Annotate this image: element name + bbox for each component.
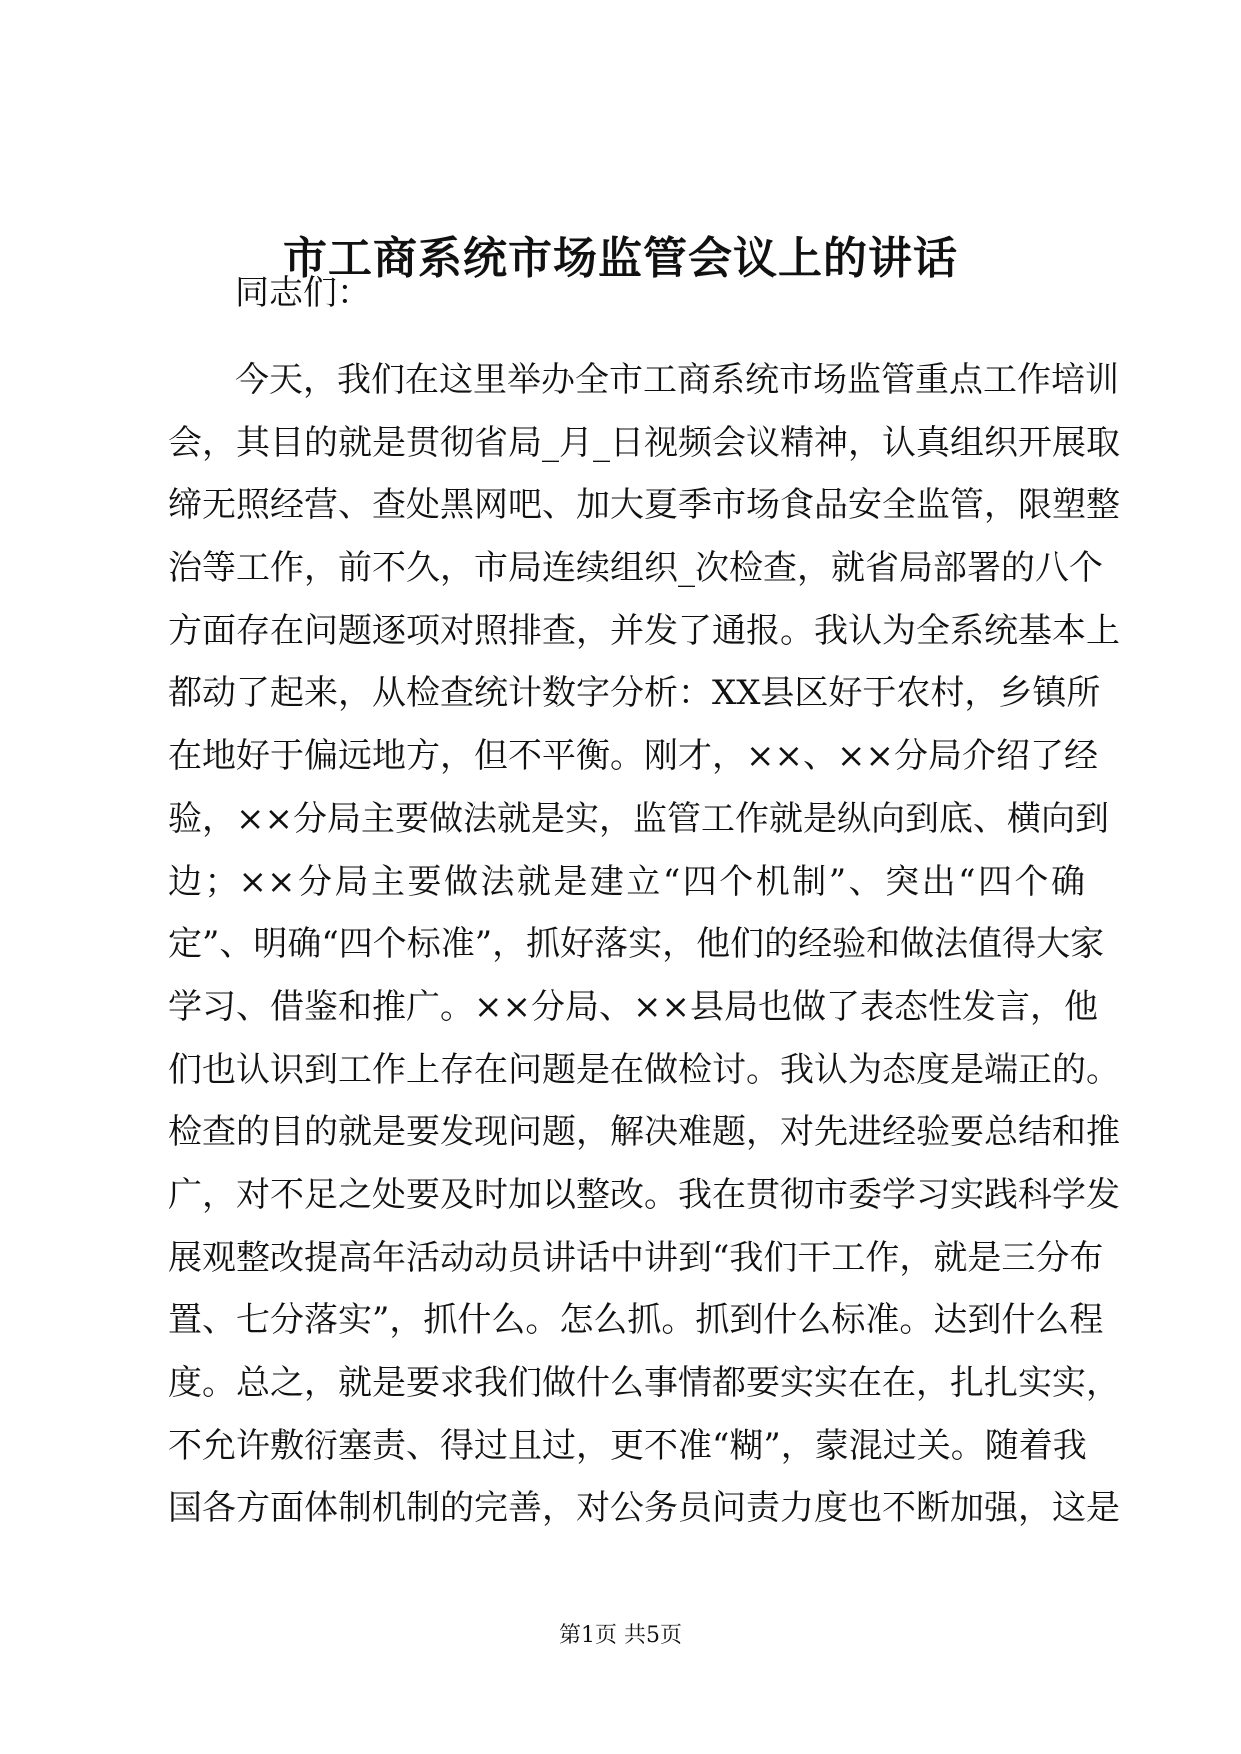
body-text-line: 治等工作，前不久，市局连续组织_次检查，就省局部署的八个	[168, 548, 1103, 589]
body-text-line: 置、七分落实”，抓什么。怎么抓。抓到什么标准。达到什么程	[168, 1300, 1104, 1341]
body-text-line: 方面存在问题逐项对照排查，并发了通报。我认为全系统基本上	[168, 610, 1120, 651]
page-number: 第1页 共5页	[559, 1623, 682, 1648]
body-text-line: 学习、借鉴和推广。××分局、××县局也做了表态性发言，他	[168, 986, 1098, 1027]
body-text-line: 缔无照经营、查处黑网吧、加大夏季市场食品安全监管，限塑整	[168, 485, 1120, 526]
body-text-line: 度。总之，就是要求我们做什么事情都要实实在在，扎扎实实，	[168, 1363, 1120, 1403]
document-title: 市工商系统市场监管会议上的讲话	[283, 233, 958, 284]
body-text-line: 今天，我们在这里举办全市工商系统市场监管重点工作培训	[235, 360, 1119, 400]
body-text-line: 们也认识到工作上存在问题是在做检讨。我认为态度是端正的。	[168, 1049, 1120, 1090]
body-text-line: 国各方面体制机制的完善，对公务员问责力度也不断加强，这是	[168, 1488, 1120, 1529]
document-body	[168, 356, 1120, 1547]
body-text-line: 边；××分局主要做法就是建立“四个机制”、突出“四个确	[168, 861, 1085, 902]
body-text-line: 会，其目的就是贯彻省局_月_日视频会议精神，认真组织开展取	[168, 422, 1120, 463]
body-text-line: 展观整改提高年活动动员讲话中讲到“我们干工作，就是三分布	[168, 1237, 1104, 1278]
body-text-line: 定”、明确“四个标准”，抓好落实，他们的经验和做法值得大家	[168, 924, 1105, 965]
body-text-line: 检查的目的就是要发现问题，解决难题，对先进经验要总结和推	[168, 1112, 1120, 1153]
body-text-line: 广，对不足之处要及时加以整改。我在贯彻市委学习实践科学发	[168, 1174, 1120, 1215]
salutation: 同志们：	[235, 273, 371, 313]
body-text-line: 不允许敷衍塞责、得过且过，更不准“糊”，蒙混过关。随着我	[168, 1425, 1087, 1466]
body-text-line: 验，××分局主要做法就是实，监管工作就是纵向到底、横向到	[168, 798, 1109, 839]
body-text-line: 在地好于偏远地方，但不平衡。刚才，××、××分局介绍了经	[168, 736, 1098, 777]
body-text-line: 都动了起来，从检查统计数字分析：XX县区好于农村，乡镇所	[168, 673, 1101, 714]
